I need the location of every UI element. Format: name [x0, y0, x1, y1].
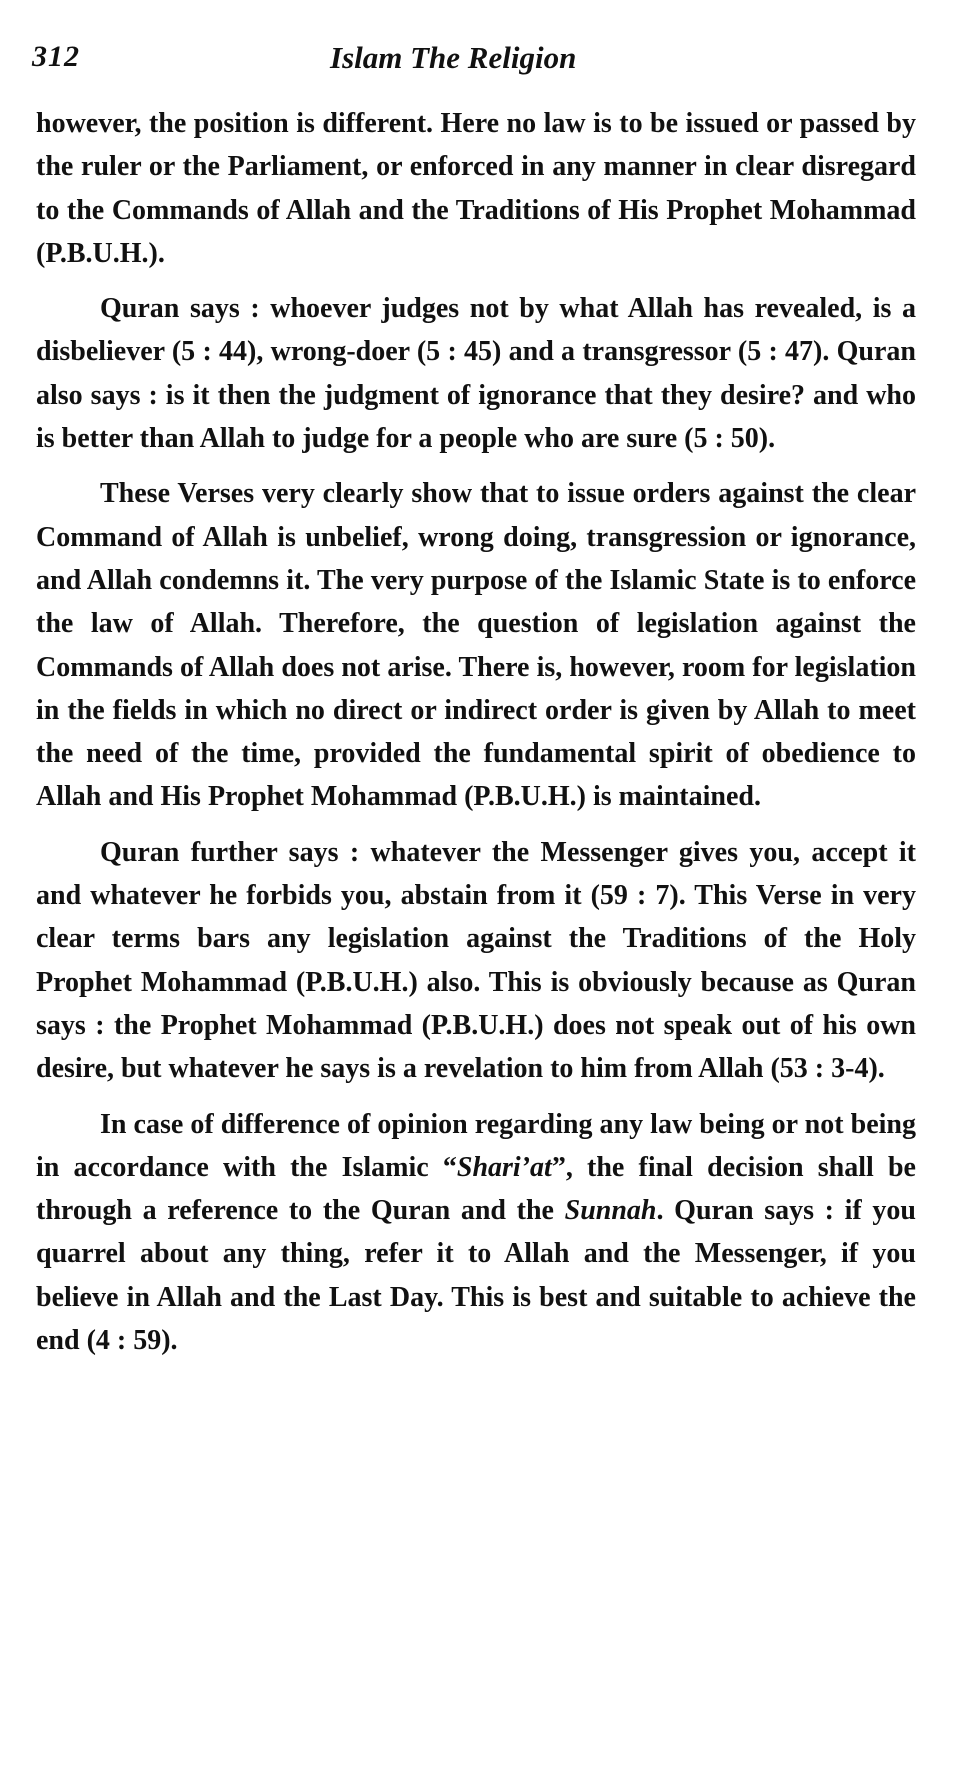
paragraph-text-part: In case of difference of opinion regarding any law being or not being in accordance with the Islamic “ [36, 1108, 916, 1183]
body-text [36, 102, 916, 1362]
paragraph-continued: however, the position is different. Here no law is to be issued or passed by the ruler or the Parliament, or enforced in any manner in clear disregard to the Commands of Allah and the Traditions of His Prophet Mohammad (P.B.U.H.). [36, 108, 916, 269]
term-shariat: Shari’at [456, 1151, 552, 1183]
paragraph-quran-judges: Quran says : whoever judges not by what Allah has revealed, is a disbeliever (5 : 44), wrong-doer (5 : 45) and a transgressor (5 : 47). Quran also says : is it then the judgment of ignorance that they desire? and who is better than Allah to judge for a people who are sure (5 : 50). [36, 293, 916, 455]
paragraph-verses-show: These Verses very clearly show that to issue orders against the clear Command of Allah is unbelief, wrong doing, transgression or ignorance, and Allah condemns it. The very purpose of the Islamic State is to enforce the law of Allah. Therefore, the question of legislation against the Commands of Allah does not arise. There is, however, room for legislation in the fields in which no direct or indirect order is given by Allah to meet the need of the time, provided the fundamental spirit of obedience to Allah and His Prophet Mohammad (P.B.U.H.) is maintained. [36, 478, 916, 813]
paragraph-text-part: . Quran says : if you quarrel about any thing, refer it to Allah and the Messenger, if you believe in Allah and the Last Day. This is best and suitable to achieve the end (4 : 59). [36, 1195, 916, 1357]
term-sunnah: Sunnah [564, 1195, 657, 1227]
paragraph-quran-further: Quran further says : whatever the Messenger gives you, accept it and whatever he forbids you, abstain from it (59 : 7). This Verse in very clear terms bars any legislation against the Traditions of the Holy Prophet Mohammad (P.B.U.H.) also. This is obviously because as Quran says : the Prophet Mohammad (P.B.U.H.) does not speak out of his own desire, but whatever he says is a revelation to him from Allah (53 : 3-4). [36, 836, 916, 1085]
paragraph-difference-of-opinion [36, 1103, 916, 1363]
page-number: 312 [32, 40, 80, 73]
paragraph-text-part: ”, the final decision shall be through a reference to the Quran and the [36, 1151, 916, 1227]
running-title: Islam The Religion [330, 40, 577, 75]
